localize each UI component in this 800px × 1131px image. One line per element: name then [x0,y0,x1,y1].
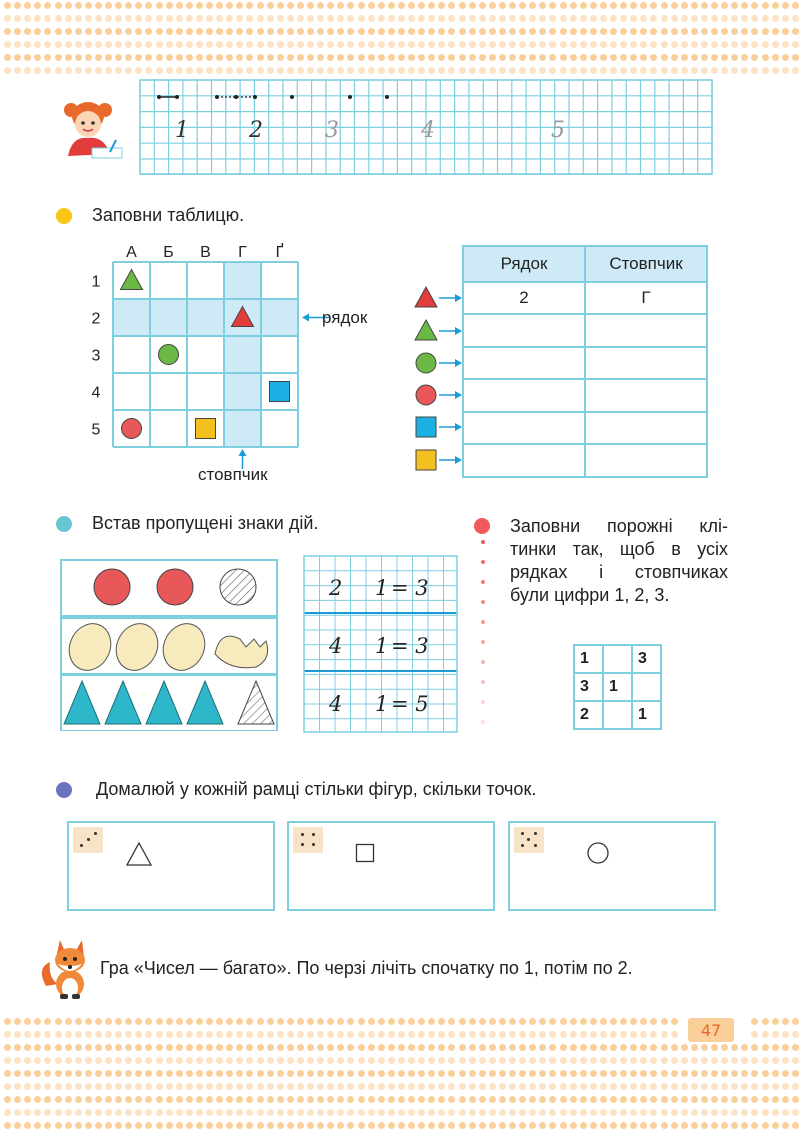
column-pointer-label: стовпчик [198,465,268,484]
dot-row [0,1096,800,1104]
equation-result: = 3 [391,634,429,658]
grid-cell: 1 [632,701,661,729]
task3-line-2: тинки так, щоб в усіх [510,539,728,559]
table-row [463,379,707,412]
page-number: 47 [700,1021,722,1040]
grid-cell: 1 [574,645,603,673]
dot-row [0,1083,800,1091]
dot-row [0,1044,800,1052]
task3-bullet [474,518,490,534]
task4-bullet [56,782,72,798]
row-answer-cell[interactable] [463,379,585,412]
missing-sign-slot[interactable] [347,633,369,657]
dot-row [0,1070,800,1078]
top-dot-border [0,0,800,80]
table-row [463,444,707,477]
dot-row [0,15,800,23]
row-number: 4 [91,384,101,402]
column-answer-cell[interactable] [585,347,707,380]
equation-grid [303,555,458,733]
row-answer-cell[interactable] [463,347,585,380]
dice-three-dots [73,827,103,853]
egg-icon [109,617,166,677]
red-circle-icon [157,569,193,605]
grid-cell: 2 [574,701,603,729]
arrow-right-icon [455,359,462,367]
picture-groups [60,559,278,731]
task3-line-1: Заповни порожні клі- [510,516,728,536]
row-answer-cell[interactable] [463,412,585,445]
teal-triangle-icon [187,681,223,724]
dot-row [0,54,800,62]
green-triangle-icon [121,270,143,290]
teal-triangle-icon [146,681,182,724]
dot-row [0,1109,800,1117]
dot-row [0,2,800,10]
task2-heading: Встав пропущені знаки дій. [92,513,319,533]
triangle-icon [125,841,153,867]
column-letter: Ґ [275,244,284,261]
arrow-right-icon [455,456,462,464]
frame-squares[interactable] [287,821,495,911]
answer-table [462,245,708,478]
column-letter: Г [238,244,247,261]
row-number: 2 [91,310,101,328]
number-grid [573,644,662,730]
equation-operand: 1 [375,692,389,716]
row-answer-cell: 2 [463,282,585,314]
dot-row [0,1031,800,1039]
equation-operand: 4 [329,634,343,658]
row-number: 3 [91,347,101,365]
equation-operand: 1 [375,576,389,600]
arrow-right-icon [455,391,462,399]
equation-operand: 4 [329,692,343,716]
column-letter: Б [163,244,174,261]
red-triangle-icon [415,287,437,307]
task3-line-3: рядках і стовпчиках [510,562,728,582]
header-column: Стовпчик [585,246,707,282]
task2-bullet [56,516,72,532]
teal-triangle-icon [64,681,100,724]
task3-text [510,515,728,607]
task4-heading: Домалюй у кожній рамці стільки фігур, скільки точок. [96,779,537,799]
green-circle-icon [159,345,179,365]
green-triangle-icon [415,320,437,340]
dot-row [0,67,800,75]
red-circle-icon [122,419,142,439]
dot [481,560,485,564]
dot [481,640,485,644]
equation-result: = 5 [391,692,429,716]
column-answer-cell[interactable] [585,444,707,477]
row-number: 1 [91,273,101,291]
practice-digit: 1 [175,118,189,143]
grid-cell[interactable] [603,645,632,673]
dot [481,680,485,684]
column-letter: В [200,244,211,261]
task3-dotted-line [479,540,487,740]
handwriting-grid [139,79,713,175]
grid-cell[interactable] [632,673,661,701]
dot [481,720,485,724]
circle-icon [586,841,610,865]
yellow-square-icon [196,419,216,439]
shape-arrows-column [412,282,464,477]
dot-row [0,28,800,36]
dot-row [0,41,800,49]
egg-icon [62,617,119,677]
egg-icon [156,617,213,677]
dot [481,700,485,704]
table-row [463,314,707,347]
column-answer-cell[interactable] [585,412,707,445]
dot [481,620,485,624]
grid-cell: 3 [574,673,603,701]
arrow-right-icon [455,294,462,302]
dot [481,580,485,584]
blue-square-icon [270,382,290,402]
arrow-right-icon [455,327,462,335]
yellow-square-icon [416,450,436,470]
frame-circles[interactable] [508,821,716,911]
broken-egg-icon [215,636,268,668]
fox-illustration [40,938,96,1000]
grid-cell[interactable] [603,701,632,729]
game-text: Гра «Чисел — багато». По черзі лічіть спочатку по 1, потім по 2. [100,958,633,978]
table-row [463,412,707,445]
grid-cell: 3 [632,645,661,673]
girl-writing-illustration [58,96,128,168]
red-circle-icon [94,569,130,605]
grid-cell: 1 [603,673,632,701]
column-letter: А [126,244,137,261]
equation-operand: 1 [375,634,389,658]
crossed-out-triangle-icon [238,681,274,724]
frame-triangles[interactable] [67,821,275,911]
dot-row [0,1122,800,1130]
task3-line-4: були цифри 1, 2, 3. [510,585,670,605]
coordinate-grid [86,238,386,488]
dot-row [0,1018,800,1026]
practice-digit: 4 [421,118,435,143]
dot [481,600,485,604]
dice-four-dots [293,827,323,853]
crossed-out-circle-icon [220,569,256,605]
row-pointer-label: рядок [322,308,368,327]
red-circle-icon [416,385,436,405]
table-row [463,347,707,380]
row-number: 5 [91,421,101,439]
table-row [463,282,707,314]
dot-row [0,1057,800,1065]
column-answer-cell: Г [585,282,707,314]
dot [481,660,485,664]
blue-square-icon [416,417,436,437]
missing-sign-slot[interactable] [347,575,369,599]
practice-digit: 3 [325,118,339,143]
missing-sign-slot[interactable] [347,691,369,715]
equation-result: = 3 [391,576,429,600]
column-answer-cell[interactable] [585,379,707,412]
practice-digit: 2 [249,118,263,143]
column-answer-cell[interactable] [585,314,707,347]
teal-triangle-icon [105,681,141,724]
equation-operand: 2 [329,576,343,600]
dice-five-dots [514,827,544,853]
square-icon [355,843,375,863]
practice-digit: 5 [551,118,565,143]
row-answer-cell[interactable] [463,314,585,347]
dot [481,540,485,544]
green-circle-icon [416,353,436,373]
arrow-right-icon [455,423,462,431]
header-row: Рядок [463,246,585,282]
task1-heading: Заповни таблицю. [92,205,245,225]
bottom-dot-border [0,1015,800,1131]
task1-bullet [56,208,72,224]
row-answer-cell[interactable] [463,444,585,477]
